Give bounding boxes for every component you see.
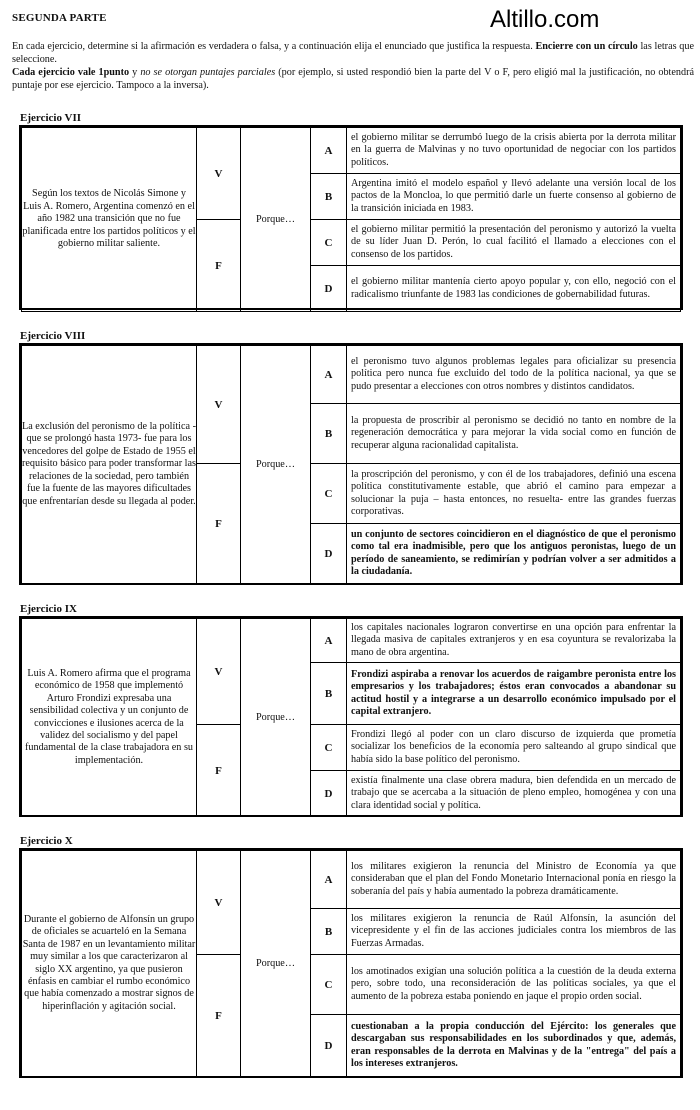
- option-letter-b[interactable]: B: [311, 909, 347, 955]
- option-letter-b[interactable]: B: [311, 174, 347, 220]
- option-letter-a[interactable]: A: [311, 128, 347, 174]
- option-letter-d[interactable]: D: [311, 266, 347, 312]
- exercise-statement: Durante el gobierno de Alfonsín un grupo de oficiales se acuarteló en la Semana Santa de 1987 en un levantamiento militar muy similar a los que caracterizaron al siglo XX argentino, ya que pusieron énfasis en cambiar el rumbo económico que había comenzado a mostrar signos de hiperinflación y agitación social.: [22, 851, 197, 1077]
- option-letter-a[interactable]: A: [311, 619, 347, 663]
- option-text-d: existía finalmente una clase obrera madura, bien defendida en un mercado de trabajo que se acercaba a la situación de pleno empleo, homogénea y con una clara identidad social y política.: [347, 771, 681, 817]
- site-watermark: Altillo.com: [490, 6, 600, 33]
- instructions-no-partial: no se otorgan puntajes parciales: [140, 67, 276, 78]
- option-letter-d[interactable]: D: [311, 1015, 347, 1077]
- exercise-table: [19, 343, 683, 585]
- option-text-c: los amotinados exigían una solución política a la cuestión de la deuda externa pero, sobre todo, una reconsideración de las políticas sociales, ya que el aumento de la pobreza estaba poniendo en jaque el propio orden social.: [347, 955, 681, 1015]
- instructions-line1-end: las letras que seleccione.: [12, 41, 694, 65]
- option-text-c: la proscripción del peronismo, y con él de los trabajadores, definió una escena política constitutivamente estable, que abrió el camino para empezar a solucionar la puja – hasta entonces, no resuelta- entre las grandes fuerzas corporativas.: [347, 464, 681, 524]
- option-letter-c[interactable]: C: [311, 955, 347, 1015]
- false-option[interactable]: F: [197, 955, 241, 1077]
- option-text-c: el gobierno militar permitió la presentación del peronismo y autorizó la vuelta de su líder Juan D. Perón, lo cual facilitó el llamado a elecciones con el consenso de los partidos.: [347, 220, 681, 266]
- option-text-a: el gobierno militar se derrumbó luego de la crisis abierta por la derrota militar en la guerra de Malvinas y no tuvo oportunidad de negociar con los partidos políticos.: [347, 128, 681, 174]
- porque-label: Porque…: [241, 346, 311, 584]
- option-text-a: los capitales nacionales lograron convertirse en una opción para enfrentar la llegada masiva de capitales extranjeros y en esa coyuntura se revalorizaba la mano de obra argentina.: [347, 619, 681, 663]
- option-text-d: un conjunto de sectores coincidieron en el diagnóstico de que el peronismo como tal era inadmisible, pero que los antiguos peronistas, luego de un período de saneamiento, se redimirían y podrían volver a ser admitidos a la ciudadanía.: [347, 524, 681, 584]
- false-option[interactable]: F: [197, 220, 241, 312]
- instructions-line1: En cada ejercicio, determine si la afirmación es verdadera o falsa, y a continuación elija el enunciado que justifica la respuesta.: [12, 41, 536, 52]
- instructions-line2-end: (por ejemplo, si usted respondió bien la parte del V o F, pero eligió mal la justificación, no obtendrá puntaje por ese ejercicio. Tampoco a la inversa).: [12, 67, 695, 91]
- exercise-title: Ejercicio VII: [20, 112, 81, 124]
- option-text-b: la propuesta de proscribir al peronismo se decidió no tanto en nombre de la regeneración democrática y para mejorar la vida social como en función de recuperar alguna racionalidad capitalista.: [347, 404, 681, 464]
- option-letter-a[interactable]: A: [311, 851, 347, 909]
- instructions-points: Cada ejercicio vale 1punto: [12, 67, 130, 78]
- true-option[interactable]: V: [197, 619, 241, 725]
- option-text-a: el peronismo tuvo algunos problemas legales para oficializar su presencia política pero nunca fue excluido del todo de la política nacional, ya que se pudo presentar a elecciones con otros nombres y distintos candidatos.: [347, 346, 681, 404]
- option-letter-c[interactable]: C: [311, 220, 347, 266]
- exercise-statement: Según los textos de Nicolás Simone y Luis A. Romero, Argentina comenzó en el año 1982 una transición que no fue planificada entre los partidos políticos y el gobierno militar saliente.: [22, 128, 197, 312]
- true-option[interactable]: V: [197, 851, 241, 955]
- exercise-statement: Luis A. Romero afirma que el programa económico de 1958 que implementó Arturo Frondizi expresaba una sensibilidad colectiva y un conjunto de convicciones e ilusiones acerca de la validez del socialismo y del papel fundamental de la clase trabajadora en su implementación.: [22, 619, 197, 817]
- option-text-c: Frondizi llegó al poder con un claro discurso de izquierda que prometía socializar los beneficios de la economía pero salteando al grupo sindical que había sido la base político del peronismo.: [347, 725, 681, 771]
- instructions-connector: y: [129, 67, 141, 78]
- exercise-table: [19, 616, 683, 817]
- porque-label: Porque…: [241, 128, 311, 312]
- exercise-table: [19, 848, 683, 1078]
- option-letter-c[interactable]: C: [311, 725, 347, 771]
- option-text-a: los militares exigieron la renuncia del Ministro de Economía ya que consideraban que el plan del Fondo Monetario Internacional ponía en riesgo la soberanía del país y había aumentado la pobreza dramáticamente.: [347, 851, 681, 909]
- option-text-b: los militares exigieron la renuncia de Raúl Alfonsín, la asunción del vicepresidente y el fin de las acciones judiciales contra los miembros de las Fuerzas Armadas.: [347, 909, 681, 955]
- true-option[interactable]: V: [197, 346, 241, 464]
- option-letter-a[interactable]: A: [311, 346, 347, 404]
- option-letter-b[interactable]: B: [311, 404, 347, 464]
- instructions-emphasis: Encierre con un círculo: [535, 41, 638, 52]
- true-option[interactable]: V: [197, 128, 241, 220]
- option-letter-b[interactable]: B: [311, 663, 347, 725]
- porque-label: Porque…: [241, 851, 311, 1077]
- option-letter-d[interactable]: D: [311, 524, 347, 584]
- option-text-d: el gobierno militar mantenía cierto apoyo popular y, con ello, negoció con el radicalismo triunfante de 1983 las condiciones de gobernabilidad futuras.: [347, 266, 681, 312]
- exercise-title: Ejercicio X: [20, 835, 73, 847]
- false-option[interactable]: F: [197, 725, 241, 817]
- porque-label: Porque…: [241, 619, 311, 817]
- exercise-title: Ejercicio VIII: [20, 330, 86, 342]
- option-text-d: cuestionaban a la propia conducción del Ejército: los generales que descargaban sus responsabilidades en los subordinados y que, además, eran responsables de la derrota en Malvinas y de la "entrega" del país a los intereses extranjeros.: [347, 1015, 681, 1077]
- option-letter-c[interactable]: C: [311, 464, 347, 524]
- option-text-b: Frondizi aspiraba a renovar los acuerdos de raigambre peronista entre los empresarios y los trabajadores; éstos eran convocados a abandonar su actitud hostil y a integrarse a un desarrollo económico impulsado por el capital extranjero.: [347, 663, 681, 725]
- exercise-title: Ejercicio IX: [20, 603, 77, 615]
- instructions: [12, 40, 694, 92]
- section-title: SEGUNDA PARTE: [12, 12, 107, 24]
- false-option[interactable]: F: [197, 464, 241, 584]
- exercise-table: [19, 125, 683, 310]
- exercise-statement: La exclusión del peronismo de la política -que se prolongó hasta 1973- fue para los vencedores del golpe de Estado de 1955 el requisito básico para poder transformar las relaciones de la sociedad, pero también fue la fuente de las mayores dificultades que enfrentarían desde su llegada al poder.: [22, 346, 197, 584]
- option-text-b: Argentina imitó el modelo español y llevó adelante una versión local de los pactos de la Moncloa, lo que permitió darle un fuerte consenso al gobierno de la transición iniciada en 1983.: [347, 174, 681, 220]
- option-letter-d[interactable]: D: [311, 771, 347, 817]
